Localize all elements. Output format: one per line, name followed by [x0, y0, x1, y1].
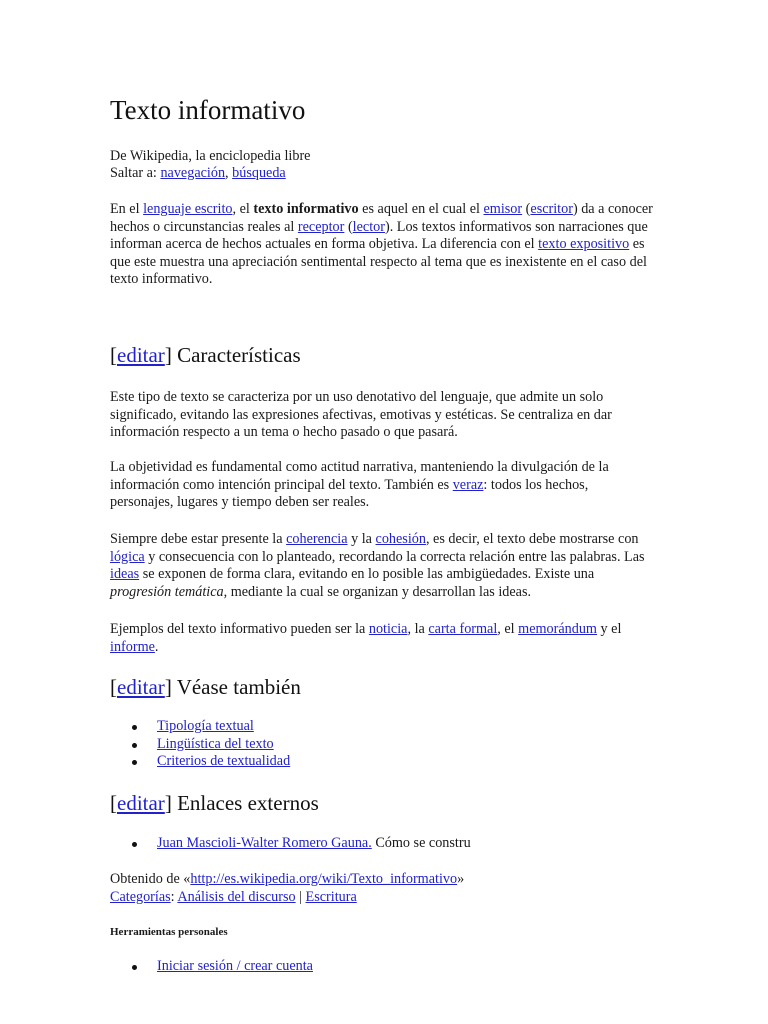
personal-tools-list [110, 958, 313, 976]
paragraph-text: Siempre debe estar presente la [110, 531, 287, 547]
link-lector[interactable]: lector [352, 218, 385, 235]
link-receptor[interactable]: receptor [297, 218, 345, 235]
paragraph-text: : todos los hechos, personajes, lugares y tiempo deben ser reales. [110, 476, 589, 511]
link-noticia[interactable]: noticia [368, 621, 408, 637]
section-title: Enlaces externos [177, 791, 319, 815]
categories-link[interactable]: Categorías [110, 889, 171, 905]
bracket-close: ] [164, 791, 172, 815]
italic-term: progresión temática [110, 583, 224, 600]
link-ideas[interactable]: ideas [110, 566, 140, 583]
bracket-open: [ [110, 791, 117, 815]
edit-link-vease[interactable]: editar [117, 675, 165, 699]
search-link[interactable]: búsqueda [232, 165, 286, 181]
paragraph-text: y consecuencia con lo planteado, recordando la correcta relación entre las palabras. Las [144, 548, 645, 565]
paragraph-text: . [154, 638, 159, 655]
site-subtitle [110, 148, 670, 166]
link-veraz[interactable]: veraz [452, 476, 484, 493]
link-memorandum[interactable]: memorándum [518, 621, 597, 637]
link-emisor[interactable]: emisor [483, 201, 523, 217]
jump-prefix: Saltar a: [110, 165, 157, 181]
edit-link-enlaces[interactable]: editar [117, 791, 165, 815]
bold-term: texto informativo [253, 201, 359, 217]
section-title: Véase también [176, 675, 301, 699]
link-informe[interactable]: informe [110, 638, 155, 655]
external-links-list [110, 835, 471, 853]
source-line: De Wikipedia, la enciclopedia libre [110, 148, 311, 164]
list-item [110, 736, 290, 754]
intro-text: ). Los textos informativos son narraciones que informan acerca de hechos actuales en forma objetiva. La diferencia con el [110, 218, 648, 253]
categories-line [110, 889, 670, 907]
bracket-open: [ [110, 675, 117, 699]
intro-text: ( [522, 201, 531, 217]
intro-paragraph [110, 201, 655, 289]
external-link-text: Cómo se constru [371, 835, 471, 851]
link-carta-formal[interactable]: carta formal [428, 621, 498, 637]
list-item [110, 958, 313, 976]
personal-tools-heading: Herramientas personales [110, 926, 228, 938]
paragraph-text: se exponen de forma clara, evitando en lo posible las ambigüedades. Existe una [139, 566, 595, 583]
obtained-prefix: Obtenido de « [110, 871, 191, 887]
intro-text: , el [232, 201, 254, 217]
heading-enlaces-externos [110, 790, 319, 816]
categories-colon: : [170, 889, 175, 905]
page-title: Texto informativo [110, 95, 306, 125]
paragraph-text: , mediante la cual se organizan y desarrollan las ideas. [223, 583, 532, 600]
paragraph-text: La objetividad es fundamental como actitud narrativa, manteniendo la divulgación de la información como intención principal del texto. También es [110, 459, 609, 493]
paragraph-text: , el [497, 621, 519, 637]
list-item [110, 835, 471, 853]
bracket-close: ] [164, 675, 172, 699]
link-criterios-de-textualidad[interactable]: Criterios de textualidad [157, 753, 291, 770]
link-cohesion[interactable]: cohesión [375, 531, 426, 547]
list-item [110, 718, 290, 736]
caracteristicas-paragraph-2 [110, 459, 650, 512]
caracteristicas-paragraph-1: Este tipo de texto se caracteriza por un uso denotativo del lenguaje, que admite un solo significado, evitando las expresiones afectivas, emotivas y estéticas. Se centraliza en dar información respecto a un tema o hecho pasado o que pasará. [110, 389, 612, 441]
heading-vease-tambien [110, 674, 301, 700]
obtained-from-line [110, 871, 670, 889]
paragraph-text: , la [407, 621, 429, 637]
link-escritor[interactable]: escritor [530, 201, 573, 217]
caracteristicas-paragraph-3 [110, 531, 658, 601]
heading-caracteristicas [110, 342, 301, 368]
link-logica[interactable]: lógica [110, 548, 145, 565]
link-linguistica-del-texto[interactable]: Lingüística del texto [157, 735, 274, 752]
obtained-suffix: » [457, 871, 465, 887]
see-also-list [110, 718, 290, 771]
link-texto-expositivo[interactable]: texto expositivo [538, 236, 630, 253]
paragraph-text: Ejemplos del texto informativo pueden ser la [110, 621, 369, 637]
edit-link-caracteristicas[interactable]: editar [117, 343, 165, 367]
link-tipologia-textual[interactable]: Tipología textual [157, 718, 254, 734]
section-title: Características [177, 343, 301, 367]
intro-text: ( [344, 218, 353, 235]
jump-links [110, 165, 670, 183]
login-link[interactable]: Iniciar sesión / crear cuenta [157, 958, 313, 974]
list-item [110, 753, 290, 771]
link-mascioli-romero[interactable]: Juan Mascioli-Walter Romero Gauna. [157, 835, 372, 851]
paragraph-text: y la [347, 531, 376, 547]
intro-text: ) da a conocer hechos o circunstancias reales al [110, 201, 653, 235]
category-escritura[interactable]: Escritura [305, 889, 357, 905]
category-analisis-discurso[interactable]: Análisis del discurso [177, 889, 296, 905]
caracteristicas-paragraph-4 [110, 621, 660, 656]
category-separator: | [295, 889, 306, 905]
permanent-url-link[interactable]: http://es.wikipedia.org/wiki/Texto_informativo [190, 871, 458, 887]
jump-separator: , [225, 165, 229, 181]
intro-text: es aquel en el cual el [358, 201, 484, 217]
bracket-close: ] [164, 343, 172, 367]
link-coherencia[interactable]: coherencia [286, 531, 348, 547]
navigation-link[interactable]: navegación [160, 165, 226, 181]
link-lenguaje-escrito[interactable]: lenguaje escrito [143, 201, 233, 217]
paragraph-text: , es decir, el texto debe mostrarse con [425, 531, 639, 547]
intro-text: En el [110, 201, 144, 217]
bracket-open: [ [110, 343, 117, 367]
intro-text: es que este muestra una apreciación sentimental respecto al tema que es inexistente en el caso del texto informativo. [110, 236, 647, 288]
paragraph-text: y el [596, 621, 622, 637]
